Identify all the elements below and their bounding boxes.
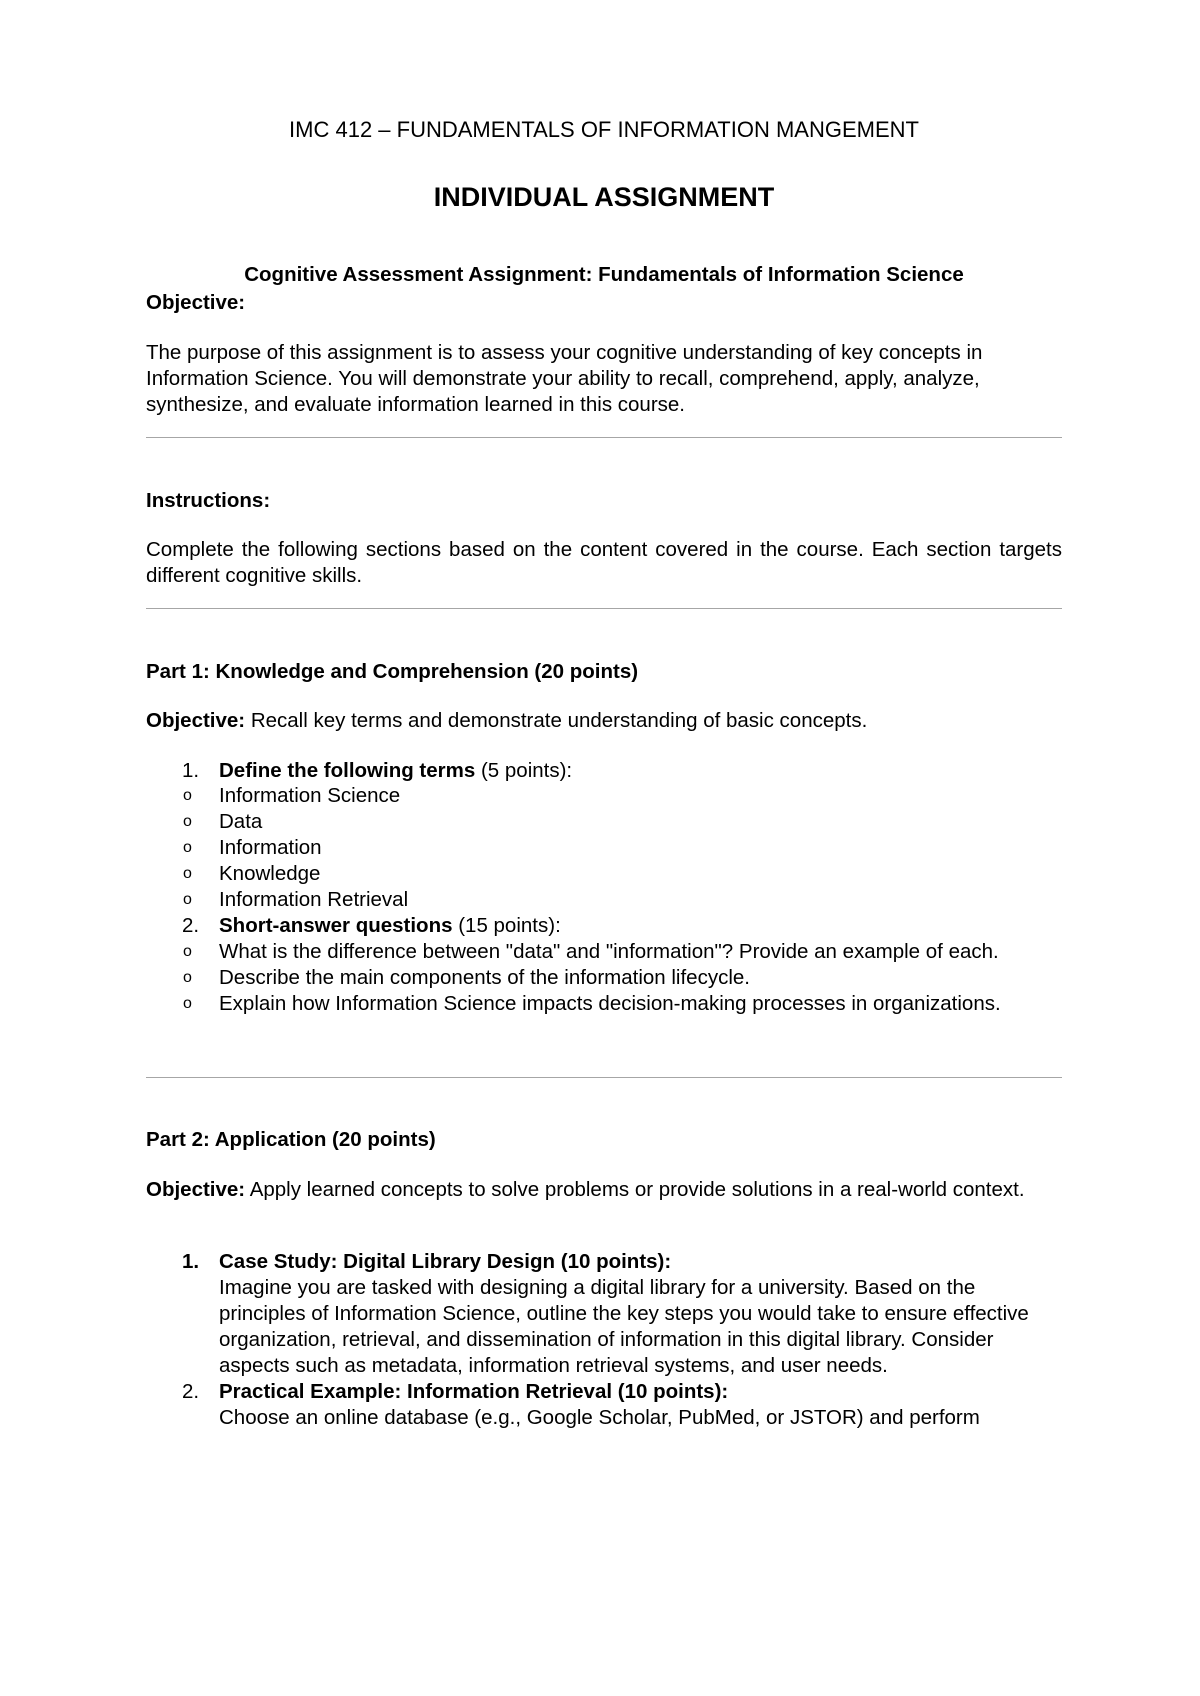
term-list <box>183 783 1062 913</box>
list-item: o Information Science <box>183 784 401 807</box>
part2-objective <box>146 1177 1062 1203</box>
question-number: 1. <box>182 1250 200 1273</box>
list-item: o Describe the main components of the information lifecycle. <box>183 966 750 989</box>
question-item <box>146 913 1062 1017</box>
list-item: o Information Retrieval <box>183 888 409 911</box>
question-label: Short-answer questions <box>219 914 453 937</box>
list-item: o What is the difference between "data" and "information"? Provide an example of each. <box>183 940 999 963</box>
part1-objective <box>146 708 1062 734</box>
question-label: Practical Example: Information Retrieval (10 points): <box>219 1380 729 1403</box>
part1-heading: Part 1: Knowledge and Comprehension (20 points) <box>146 660 639 683</box>
objective-label: Objective: <box>146 1178 246 1201</box>
list-item: o Knowledge <box>183 862 321 885</box>
bullet-icon: o <box>183 865 192 882</box>
question-item <box>146 758 1062 913</box>
list-item: o Information <box>183 836 322 859</box>
bullet-icon: o <box>183 787 192 804</box>
question-item <box>146 1379 1062 1431</box>
question-label: Case Study: Digital Library Design (10 points): <box>219 1250 672 1273</box>
question-number: 1. <box>182 759 200 782</box>
assignment-title: INDIVIDUAL ASSIGNMENT <box>433 182 775 212</box>
part1-question-list <box>146 758 1062 1017</box>
divider <box>146 1077 1062 1078</box>
question-label: Define the following terms <box>219 759 476 782</box>
question-text: Imagine you are tasked with designing a digital library for a university. Based on the principles of Information Science, outline the key steps you would take to ensure effective organization, retrieval, and dissemination of information in this digital library. Consider aspects such as metadata, information retrieval systems, and user needs. <box>219 1276 1029 1377</box>
bullet-icon: o <box>183 839 192 856</box>
question-text: Choose an online database (e.g., Google Scholar, PubMed, or JSTOR) and perform <box>219 1406 980 1429</box>
bullet-icon: o <box>183 995 192 1012</box>
course-title: IMC 412 – FUNDAMENTALS OF INFORMATION MANGEMENT <box>289 117 919 142</box>
list-item: o Explain how Information Science impacts decision-making processes in organizations. <box>183 992 1001 1015</box>
bullet-icon: o <box>183 969 192 986</box>
instructions-text: Complete the following sections based on the content covered in the course. Each section targets different cognitive skills. <box>146 538 1062 587</box>
list-item: o Data <box>183 810 263 833</box>
divider <box>146 437 1062 438</box>
question-points: (15 points): <box>452 914 561 937</box>
objective-label: Objective: <box>146 709 246 732</box>
bullet-icon: o <box>183 943 192 960</box>
bullet-icon: o <box>183 813 192 830</box>
short-answer-list <box>183 939 1062 1017</box>
assignment-subtitle: Cognitive Assessment Assignment: Fundamentals of Information Science <box>244 263 964 286</box>
part2-heading: Part 2: Application (20 points) <box>146 1128 436 1151</box>
question-item <box>146 1249 1062 1379</box>
question-points: (5 points): <box>475 759 573 782</box>
divider <box>146 608 1062 609</box>
bullet-icon: o <box>183 891 192 908</box>
instructions-heading: Instructions: <box>146 489 271 512</box>
part2-question-list <box>146 1249 1062 1431</box>
objective-text: The purpose of this assignment is to assess your cognitive understanding of key concepts in Information Science. You will demonstrate your ability to recall, comprehend, apply, analyze, synthesize, and evaluate information learned in this course. <box>146 341 983 416</box>
objective-heading: Objective: <box>146 291 246 314</box>
objective-text: Recall key terms and demonstrate understanding of basic concepts. <box>245 709 868 732</box>
question-number: 2. <box>182 914 200 937</box>
question-number: 2. <box>182 1380 200 1403</box>
objective-text: Apply learned concepts to solve problems or provide solutions in a real-world context. <box>245 1178 1025 1201</box>
